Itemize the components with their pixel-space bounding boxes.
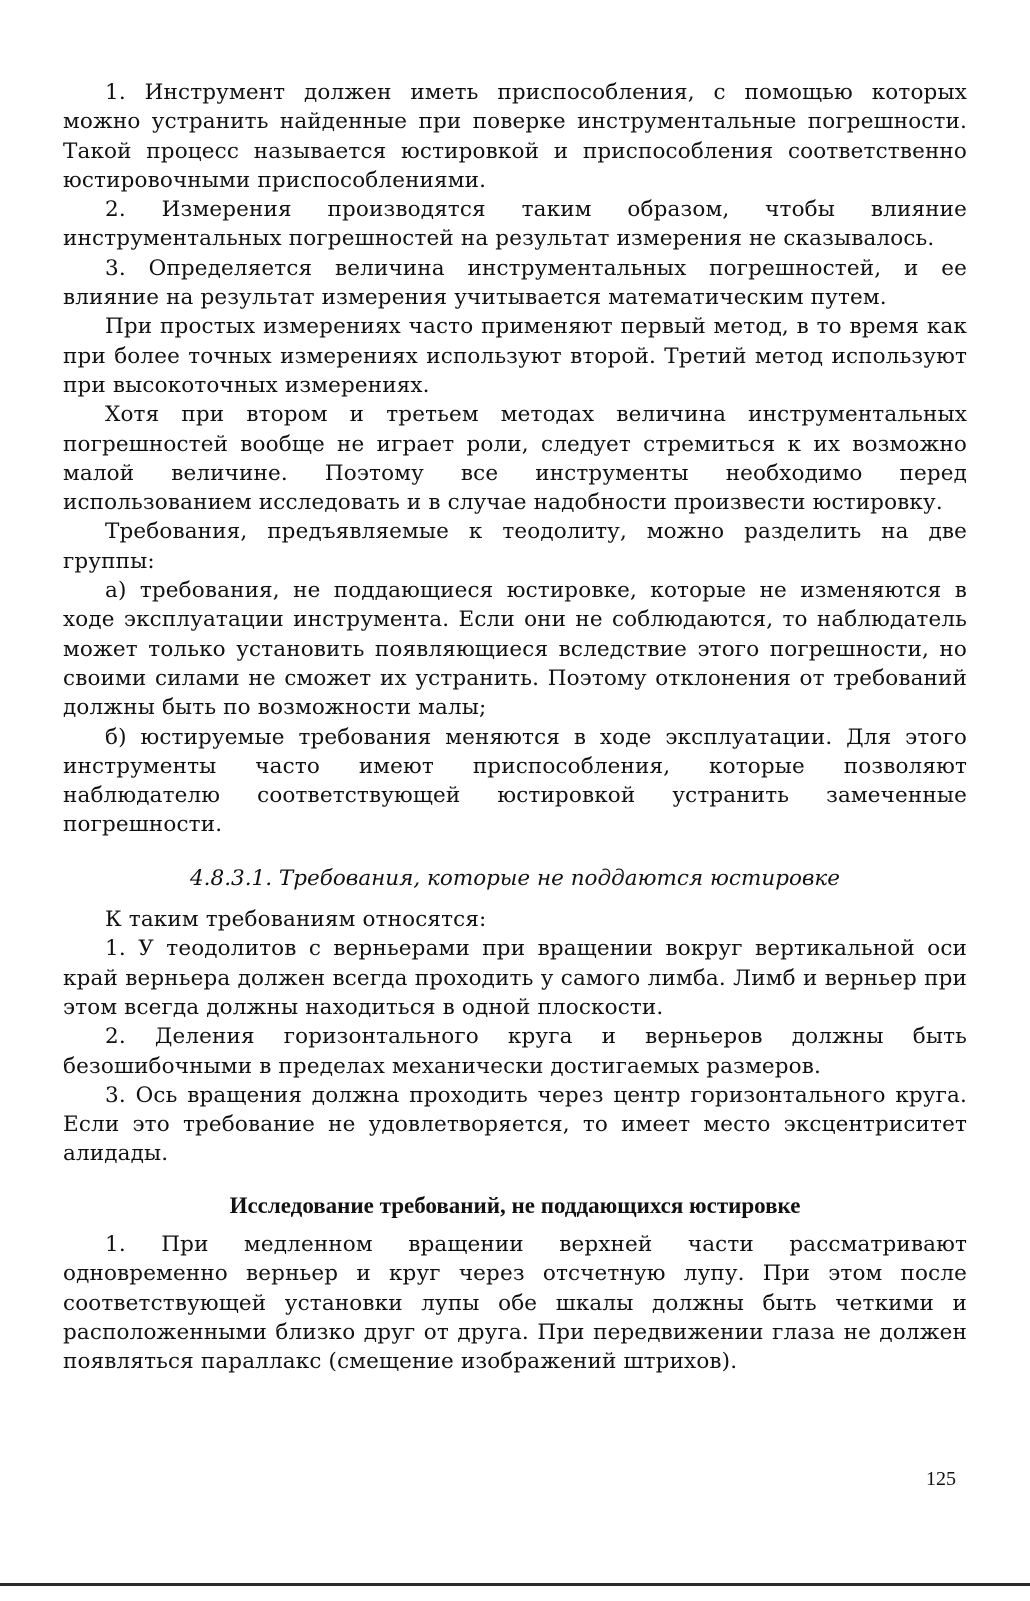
paragraph-list-intro: К таким требованиям относятся: — [105, 907, 487, 933]
paragraph-investigation-1: 1. При медленном вращении верхней части рассматривают одновременно верньер и круг через отсчетную лупу. При этом после соответствующей установки лупы обе шкалы должны быть четкими и расположенными близко друг от друга. При передвижении глаза не должен появляться параллакс (смещение изображений штрихов). — [63, 1231, 967, 1375]
paragraph-requirement-1: 1. У теодолитов с верньерами при вращении вокруг вертикальной оси край верньера должен всегда проходить у самого лимба. Лимб и верньер при этом всегда должны находиться в одной плоскости. — [63, 936, 967, 1020]
page-bottom-edge — [0, 1583, 1030, 1586]
paragraph-adjustment-note: Хотя при втором и третьем методах величина инструментальных погрешностей вообще не играет роли, следует стремиться к их возможно малой величине. Поэтому все инструменты необходимо перед использованием исследовать и в случае надобности произвести юстировку. — [63, 402, 967, 516]
paragraph-requirements-intro: Требования, предъявляемые к теодолиту, можно разделить на две группы: — [63, 519, 967, 574]
paragraph-method-1: 1. Инструмент должен иметь приспособления, с помощью которых можно устранить найденные при поверке инструментальные погрешности. Такой процесс называется юстировкой и приспособления соответственно юстировочными приспособлениями. — [63, 80, 967, 193]
page-number: 125 — [926, 1468, 956, 1490]
section-heading: Исследование требований, не поддающихся юстировке — [229, 1192, 801, 1218]
paragraph-requirement-2: 2. Деления горизонтального круга и верньеров должны быть безошибочными в пределах механически достигаемых размеров. — [63, 1024, 967, 1079]
paragraph-group-a: а) требования, не поддающиеся юстировке, которые не изменяются в ходе эксплуатации инструмента. Если они не соблюдаются, то наблюдатель может только установить появляющиеся вследствие этого погрешности, но своими силами не сможет их устранить. Поэтому отклонения от требований должны быть по возможности малы; — [63, 578, 967, 721]
paragraph-methods-usage: При простых измерениях часто применяют первый метод, в то время как при более точных измерениях используют второй. Третий метод используют при высокоточных измерениях. — [63, 314, 967, 398]
paragraph-method-3: 3. Определяется величина инструментальных погрешностей, и ее влияние на результат измерения учитывается математическим путем. — [63, 255, 967, 311]
paragraph-method-2: 2. Измерения производятся таким образом, чтобы влияние инструментальных погрешностей на результат измерения не сказывалось. — [63, 197, 967, 252]
page-body — [63, 78, 967, 1376]
subsection-title: Требования, которые не поддаются юстировке — [278, 865, 840, 891]
subsection-heading — [63, 864, 967, 893]
subsection-number: 4.8.3.1. — [190, 865, 273, 891]
paragraph-requirement-3: 3. Ось вращения должна проходить через центр горизонтального круга. Если это требование не удовлетворяется, то имеет место эксцентриситет алидады. — [63, 1082, 967, 1167]
paragraph-group-b: б) юстируемые требования меняются в ходе эксплуатации. Для этого инструменты часто имеют приспособления, которые позволяют наблюдателю соответствующей юстировкой устранить замеченные погрешности. — [63, 724, 967, 838]
